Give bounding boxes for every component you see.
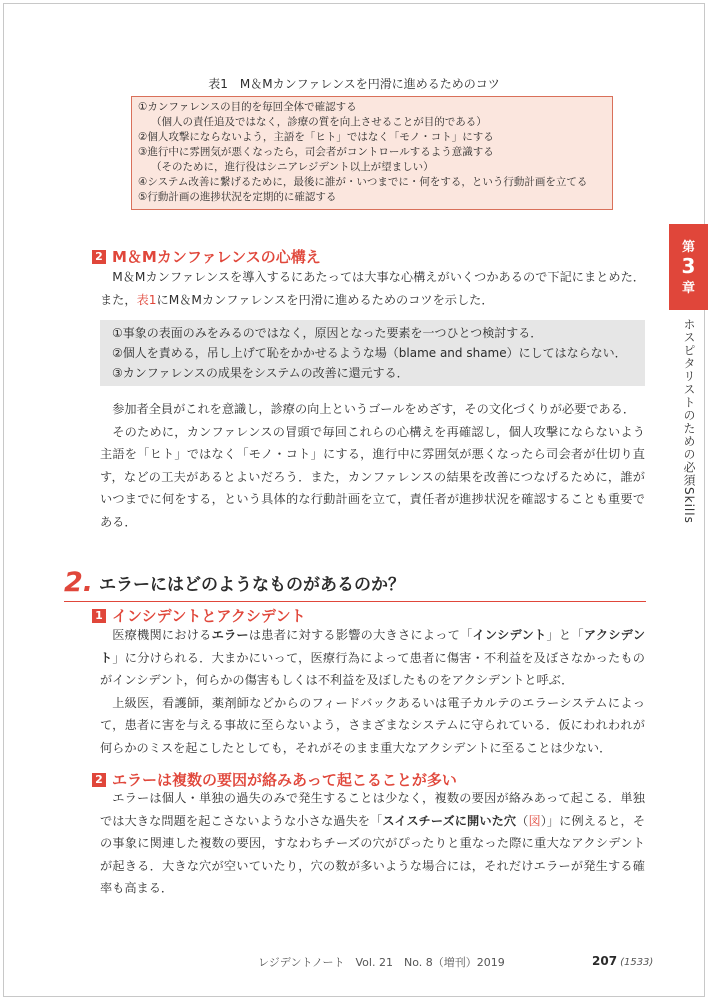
principle-item: ②個人を責める，吊し上げて恥をかかせるような場（blame and shame）にしてはならない． [112, 346, 627, 360]
incident-paragraph: 医療機関におけるエラーは患者に対する影響の大きさによって「インシデント」と「アクシデント」に分けられる．大まかにいって，医療行為によって患者に傷害・不利益を及ぼさなかったものがインシデント，何らかの傷害もしくは不利益を及ぼしたものをアクシデントと呼ぶ． [100, 628, 646, 687]
table-row: （そのために，進行役はシニアレジデント以上が望ましい） [151, 161, 434, 173]
mm-paragraph: 参加者全員がこれを意識し，診療の向上というゴールをめざす，その文化づくりが必要である． [112, 402, 636, 416]
chapter-tab-number: 3 [681, 254, 696, 278]
section-heading-text: インシデントとアクシデント [112, 607, 306, 625]
section-number-badge: 2 [92, 773, 106, 787]
table1-link[interactable]: 表1 [136, 292, 157, 307]
table-box [131, 96, 613, 210]
principles-box [100, 320, 645, 386]
mm-intro [100, 266, 645, 311]
section-heading-mm [92, 246, 321, 267]
page-number: 207 (1533) [592, 954, 654, 968]
table-row: （個人の責任追及ではなく，診療の質を向上させることが目的である） [151, 116, 487, 128]
chapter-tab [669, 224, 708, 310]
section-heading-text: M＆Mカンファレンスの心構え [112, 248, 321, 266]
section-number-badge: 1 [92, 609, 106, 623]
chapter-side-title: ホスピタリストのための必須Skills [682, 318, 696, 524]
section-heading-text: エラーは複数の要因が絡みあって起こることが多い [112, 771, 457, 789]
figure-link[interactable]: 図 [528, 813, 541, 828]
chapter-tab-label: 第 [681, 240, 695, 255]
table-row: ④システム改善に繋げるために，最後に誰が・いつまでに・何をする，という行動計画を立てる [138, 176, 588, 188]
mm-intro-text: M＆Mカンファレンスを導入するにあたっては大事な心構えがいくつかあるので下記にまとめた．また， [100, 270, 645, 307]
table-title: 表1 M＆Mカンファレンスを円滑に進めるためのコツ [208, 77, 500, 91]
incident-body [100, 624, 645, 759]
section-heading-incident [92, 605, 306, 626]
mm-intro-paragraph [100, 266, 645, 311]
mm-body [100, 398, 645, 533]
journal-name: レジデントノート Vol. 21 No. 8（増刊）2019 [258, 956, 505, 969]
table-row: ⑤行動計画の進捗状況を定期的に確認する [138, 191, 337, 203]
multifactor-body [100, 787, 645, 900]
mm-paragraph: そのために，カンファレンスの冒頭で毎回これらの心構えを再確認し，個人攻撃にならないよう主語を「ヒト」ではなく「モノ・コト」にする，進行中に雰囲気が悪くなったら司会者が仕切り直す，などの工夫があるとよいだろう．また，カンファレンスの結果を改善につなげるために，誰がいつまでに何をする，という具体的な行動計画を立て，責任者が進捗状況を確認することも重要である． [100, 424, 645, 529]
chapter-heading [64, 566, 646, 602]
table-row: ③進行中に雰囲気が悪くなったら，司会者がコントロールするよう意識する [138, 146, 494, 158]
multifactor-paragraph: エラーは個人・単独の過失のみで発生することは少なく，複数の要因が絡みあって起こる．単独では大きな問題を起こさないような小さな過失を「スイスチーズに開いた穴（図）」に例えると，その事象に関連した複数の要因，すなわちチーズの穴がぴったりと重なった際に重大なアクシデントが起きる．大きな穴が空いていたり，穴の数が多いような場合には，それだけエラーが発生する確率も高まる． [100, 791, 646, 895]
mm-intro-text: にM＆Mカンファレンスを円滑に進めるためのコツを示した． [156, 292, 494, 307]
chapter-number: 2. [64, 567, 94, 598]
table-row: ②個人攻撃にならないよう，主語を「ヒト」ではなく「モノ・コト」にする [138, 131, 494, 143]
table-row: ①カンファレンスの目的を毎回全体で確認する [138, 101, 357, 113]
section-number-badge: 2 [92, 250, 106, 264]
principle-item: ①事象の表面のみをみるのではなく，原因となった要素を一つひとつ検討する． [112, 326, 543, 340]
chapter-tab-label: 章 [681, 281, 695, 296]
incident-paragraph: 上級医，看護師，薬剤師などからのフィードバックあるいは電子カルテのエラーシステムによって，患者に害を与える事故に至らないよう，さまざまなシステムに守られている．仮にわれわれが何らかのミスを起こしたとしても，それがそのまま重大なアクシデントに至ることは少ない． [100, 695, 645, 755]
principle-item: ③カンファレンスの成果をシステムの改善に還元する． [112, 366, 409, 380]
chapter-title: エラーにはどのようなものがあるのか？ [99, 575, 406, 595]
